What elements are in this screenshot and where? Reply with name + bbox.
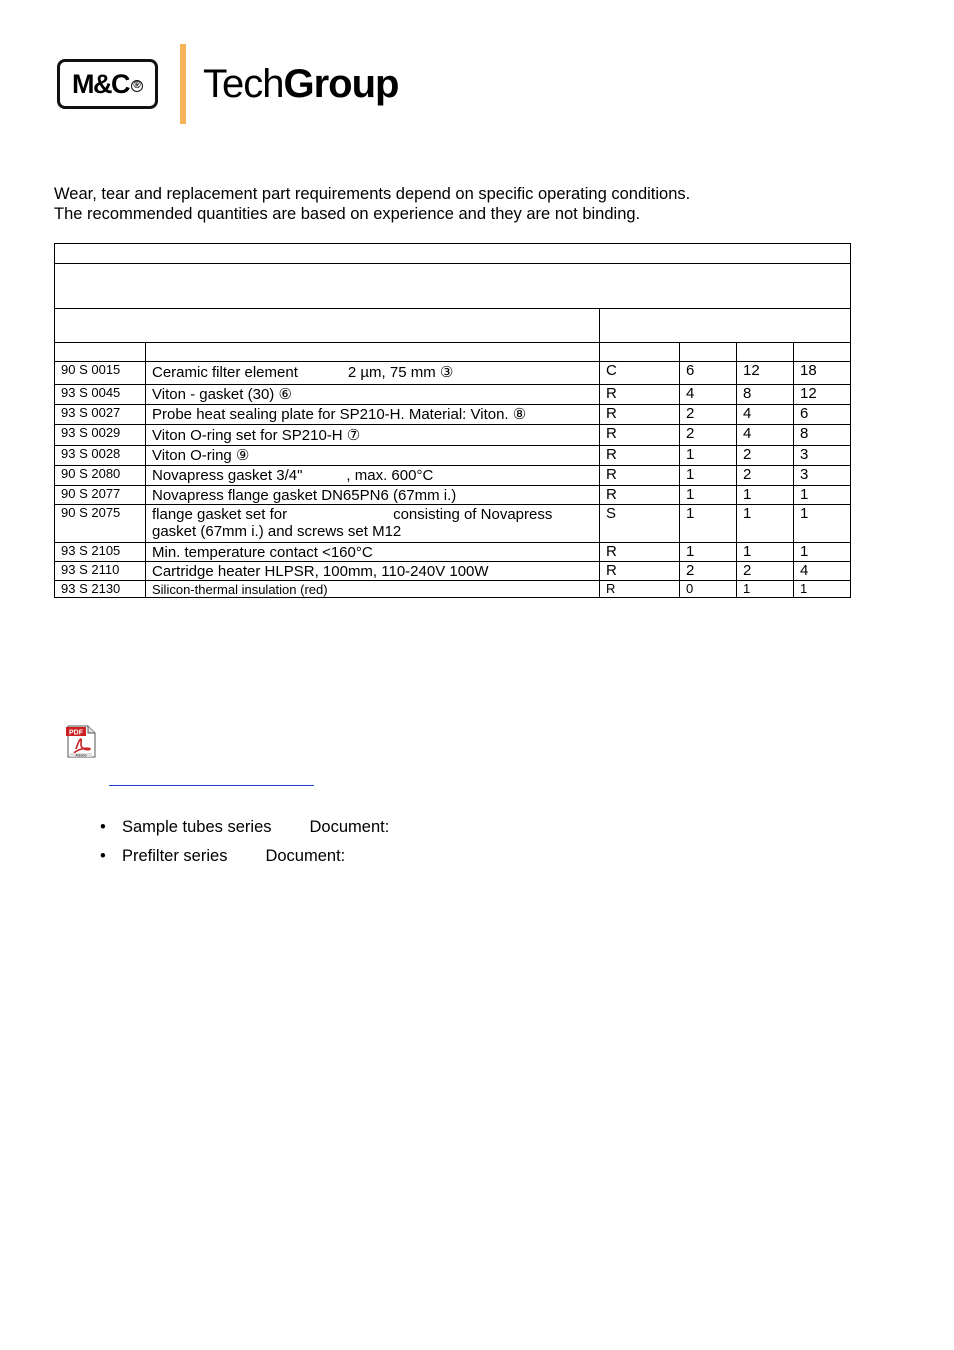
quantity-3: 1 — [794, 581, 851, 598]
related-documents-list — [100, 816, 389, 874]
brand-word-group: Group — [283, 62, 399, 106]
part-code: R — [600, 581, 680, 598]
description-text: Ceramic filter element — [152, 364, 298, 381]
quantity-2: 2 — [737, 466, 794, 486]
list-item — [100, 816, 389, 845]
logo-mark: M&C — [72, 68, 129, 99]
quantity-3: 3 — [794, 466, 851, 486]
table-row — [55, 362, 851, 385]
part-code: R — [600, 446, 680, 466]
part-code: R — [600, 425, 680, 446]
registered-mark: ® — [131, 80, 143, 92]
description-spec: 2 µm, 75 mm ③ — [347, 364, 454, 381]
intro-paragraph — [54, 184, 690, 224]
part-description: Viton - gasket (30) ⑥ — [146, 385, 600, 405]
part-number: 93 S 0029 — [55, 425, 146, 446]
header-quantity-cell — [600, 309, 851, 343]
description-spec: , max. 600°C — [346, 467, 434, 484]
part-number: 90 S 0015 — [55, 362, 146, 385]
table-row — [55, 505, 851, 543]
part-description — [146, 362, 600, 385]
description-spec: consisting of Novapress — [393, 506, 553, 523]
table-row — [55, 385, 851, 405]
table-title-cell — [55, 244, 851, 264]
column-header — [737, 343, 794, 362]
quantity-3: 1 — [794, 505, 851, 543]
brand-word-tech: Tech — [203, 62, 284, 106]
part-description: Min. temperature contact <160°C — [146, 543, 600, 562]
table-row — [55, 543, 851, 562]
quantity-3: 3 — [794, 446, 851, 466]
quantity-2: 4 — [737, 405, 794, 425]
part-code: S — [600, 505, 680, 543]
document-reference-label: Document: — [265, 847, 346, 865]
quantity-3: 1 — [794, 486, 851, 505]
quantity-3: 1 — [794, 543, 851, 562]
part-code: R — [600, 543, 680, 562]
column-header — [680, 343, 737, 362]
quantity-1: 2 — [680, 562, 737, 581]
part-description: Probe heat sealing plate for SP210-H. Material: Viton. ⑧ — [146, 405, 600, 425]
quantity-1: 1 — [680, 466, 737, 486]
quantity-2: 1 — [737, 505, 794, 543]
part-description: Viton O-ring set for SP210-H ⑦ — [146, 425, 600, 446]
quantity-2: 1 — [737, 543, 794, 562]
part-number: 93 S 0028 — [55, 446, 146, 466]
part-code: R — [600, 486, 680, 505]
quantity-1: 2 — [680, 425, 737, 446]
quantity-3: 8 — [794, 425, 851, 446]
table-column-header-row — [55, 343, 851, 362]
quantity-2: 2 — [737, 446, 794, 466]
description-text: Novapress gasket 3/4" — [152, 467, 303, 484]
quantity-1: 1 — [680, 446, 737, 466]
quantity-2: 1 — [737, 486, 794, 505]
quantity-3: 12 — [794, 385, 851, 405]
quantity-3: 4 — [794, 562, 851, 581]
table-title-row — [55, 244, 851, 264]
mc-logo — [57, 59, 158, 109]
techgroup-wordmark — [203, 62, 398, 107]
list-item — [100, 845, 389, 874]
table-row — [55, 425, 851, 446]
table-row — [55, 446, 851, 466]
part-description — [146, 466, 600, 486]
column-header — [600, 343, 680, 362]
part-number: 93 S 0027 — [55, 405, 146, 425]
document-link[interactable] — [109, 785, 314, 786]
document-label: Prefilter series — [122, 847, 228, 865]
description-text: flange gasket set for — [152, 506, 288, 523]
part-description: Cartridge heater HLPSR, 100mm, 110-240V 100W — [146, 562, 600, 581]
header-part-cell — [55, 309, 600, 343]
quantity-3: 18 — [794, 362, 851, 385]
logo-divider — [180, 44, 186, 124]
part-description: Viton O-ring ⑨ — [146, 446, 600, 466]
part-number: 90 S 2077 — [55, 486, 146, 505]
quantity-2: 12 — [737, 362, 794, 385]
table-subtitle-row — [55, 264, 851, 309]
quantity-3: 6 — [794, 405, 851, 425]
part-number: 93 S 2105 — [55, 543, 146, 562]
document-label: Sample tubes series — [122, 818, 272, 836]
bullet-icon: • — [100, 847, 106, 865]
document-reference-label: Document: — [309, 818, 390, 836]
quantity-2: 1 — [737, 581, 794, 598]
intro-line-1: Wear, tear and replacement part requirements depend on specific operating conditions. — [54, 185, 691, 203]
bullet-icon: • — [100, 818, 106, 836]
part-description — [146, 505, 600, 543]
table-row — [55, 466, 851, 486]
table-row — [55, 486, 851, 505]
part-description: Novapress flange gasket DN65PN6 (67mm i.) — [146, 486, 600, 505]
intro-line-2: The recommended quantities are based on experience and they are not binding. — [54, 205, 641, 223]
quantity-1: 1 — [680, 486, 737, 505]
svg-text:Adobe: Adobe — [75, 753, 87, 758]
table-row — [55, 405, 851, 425]
spare-parts-table — [54, 243, 851, 598]
svg-text:PDF: PDF — [69, 729, 83, 737]
part-number: 93 S 0045 — [55, 385, 146, 405]
description-continuation: gasket (67mm i.) and screws set M12 — [152, 523, 402, 540]
table-subtitle-cell — [55, 264, 851, 309]
quantity-2: 4 — [737, 425, 794, 446]
quantity-1: 6 — [680, 362, 737, 385]
table-row — [55, 581, 851, 598]
quantity-1: 1 — [680, 505, 737, 543]
part-code: R — [600, 405, 680, 425]
part-number: 90 S 2080 — [55, 466, 146, 486]
column-header — [794, 343, 851, 362]
pdf-adobe-icon[interactable] — [66, 725, 96, 758]
part-code: R — [600, 562, 680, 581]
part-number: 93 S 2110 — [55, 562, 146, 581]
part-code: R — [600, 385, 680, 405]
part-code: R — [600, 466, 680, 486]
table-row — [55, 562, 851, 581]
quantity-1: 2 — [680, 405, 737, 425]
table-header-row — [55, 309, 851, 343]
quantity-1: 4 — [680, 385, 737, 405]
quantity-2: 8 — [737, 385, 794, 405]
quantity-1: 0 — [680, 581, 737, 598]
column-header — [146, 343, 600, 362]
quantity-1: 1 — [680, 543, 737, 562]
column-header — [55, 343, 146, 362]
part-code: C — [600, 362, 680, 385]
quantity-2: 2 — [737, 562, 794, 581]
part-number: 90 S 2075 — [55, 505, 146, 543]
part-description: Silicon-thermal insulation (red) — [146, 581, 600, 598]
part-number: 93 S 2130 — [55, 581, 146, 598]
